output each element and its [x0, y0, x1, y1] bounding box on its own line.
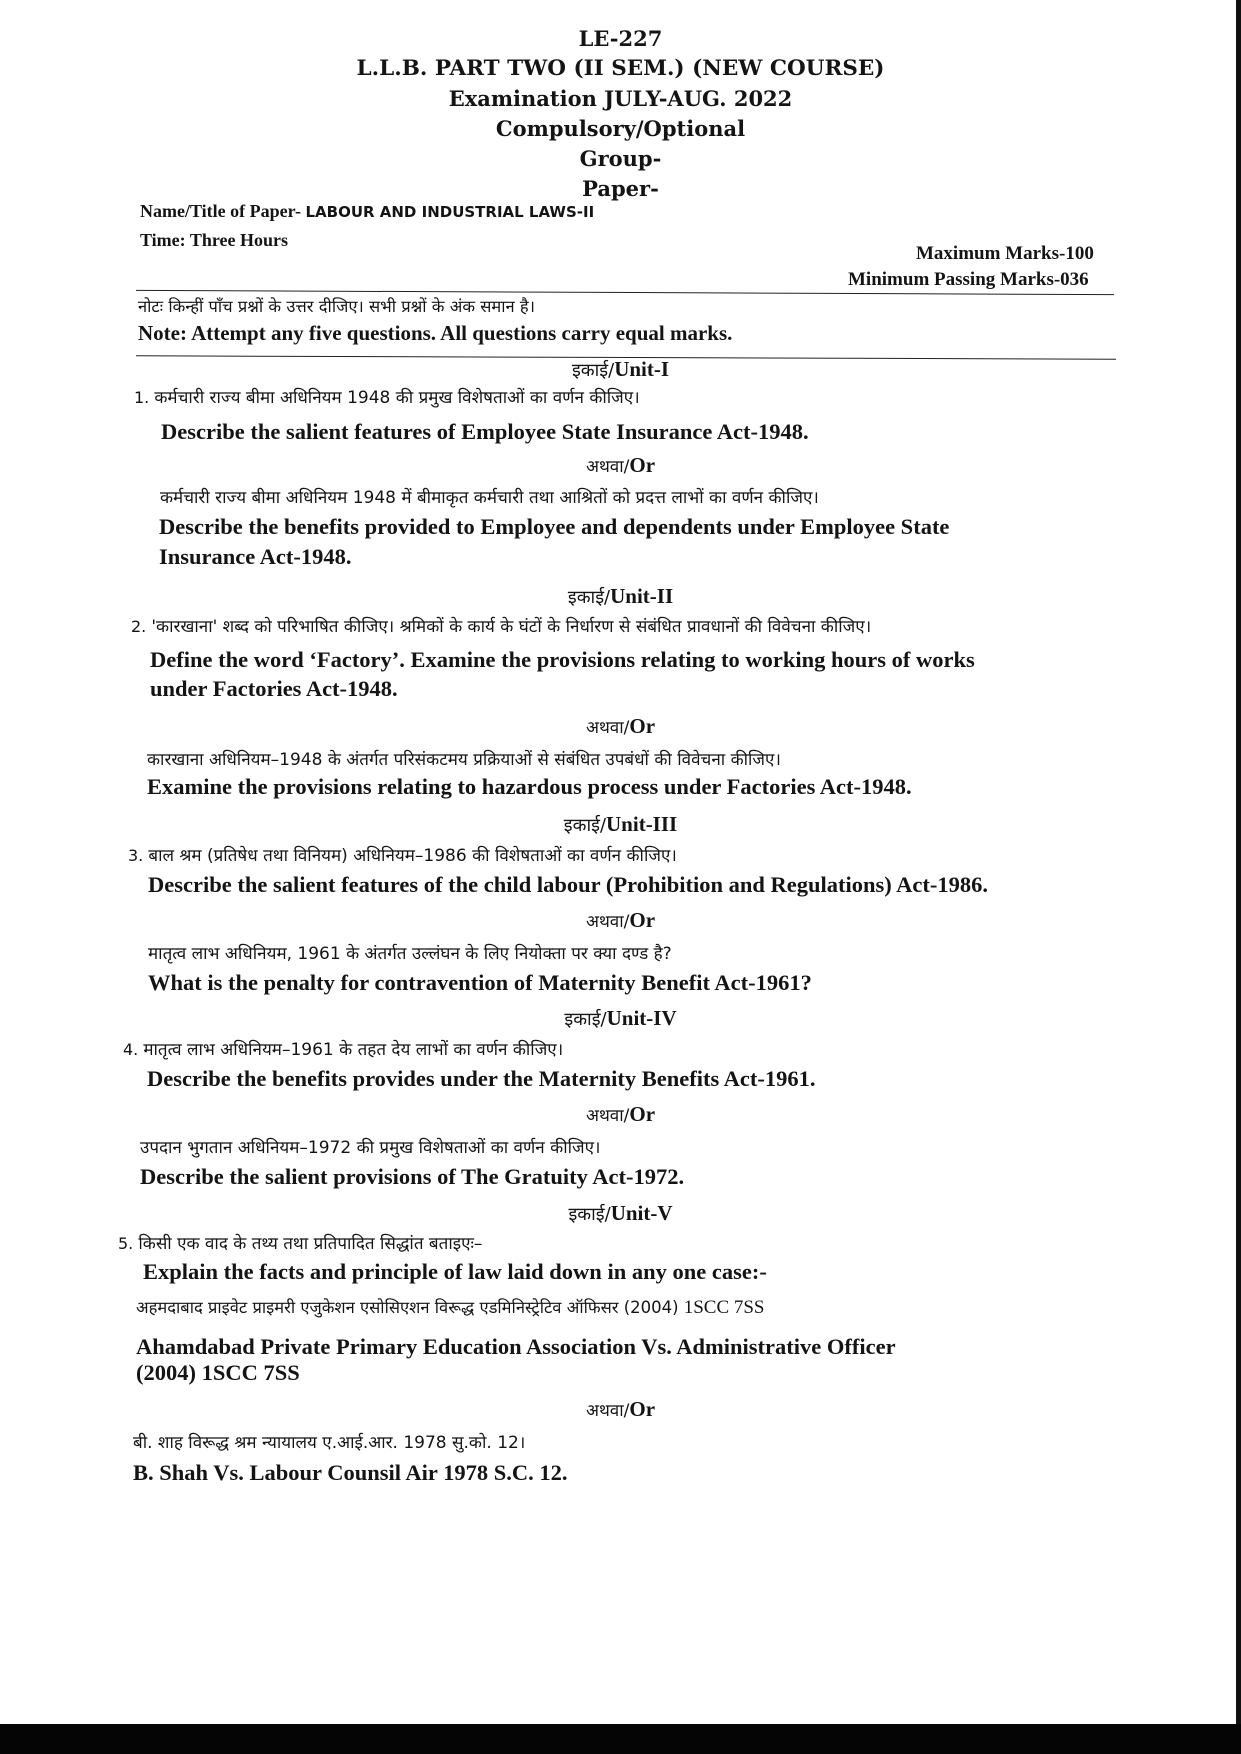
case2-english: B. Shah Vs. Labour Counsil Air 1978 S.C. 12. — [133, 1460, 568, 1485]
q2-english-line1: Define the word ‘Factory’. Examine the provisions relating to working hours of works — [150, 647, 975, 672]
q2-hindi: 2. 'कारखाना' शब्द को परिभाषित कीजिए। श्रमिकों के कार्य के घंटों के निर्धारण से संबंधित प्रावधानों की विवेचना कीजिए। — [131, 617, 872, 637]
q1-alt-english-line2: Insurance Act-1948. — [159, 544, 352, 569]
note-english: Note: Attempt any five questions. All questions carry equal marks. — [138, 321, 733, 345]
q1-hindi: 1. कर्मचारी राज्य बीमा अधिनियम 1948 की प्रमुख विशेषताओं का वर्णन कीजिए। — [134, 388, 640, 408]
group-label: Group- — [579, 146, 662, 171]
case1-english-line1: Ahamdabad Private Primary Education Association Vs. Administrative Officer — [136, 1334, 896, 1359]
unit-4-or: अथवा/Or — [585, 1102, 656, 1126]
q2-alt-english: Examine the provisions relating to hazardous process under Factories Act-1948. — [147, 774, 912, 799]
q2-alt-hindi: कारखाना अधिनियम–1948 के अंतर्गत परिसंकटमय प्रक्रियाओं से संबंधित उपबंधों की विवेचना कीजिए। — [147, 750, 781, 770]
scan-edge-bottom — [0, 1724, 1241, 1754]
unit-1-or: अथवा/Or — [585, 453, 656, 477]
unit-4-heading: इकाई/Unit-IV — [564, 1006, 677, 1030]
unit-2-or: अथवा/Or — [585, 714, 656, 738]
exam-session: Examination JULY-AUG. 2022 — [448, 86, 793, 111]
case2-hindi: बी. शाह विरूद्ध श्रम न्यायालय ए.आई.आर. 1978 सु.को. 12। — [133, 1433, 526, 1453]
unit-3-heading: इकाई/Unit-III — [563, 812, 678, 836]
q3-hindi: 3. बाल श्रम (प्रतिषेध तथा विनियम) अधिनियम–1986 की विशेषताओं का वर्णन कीजिए। — [128, 846, 677, 866]
unit-2-heading: इकाई/Unit-II — [567, 584, 674, 608]
q5-hindi: 5. किसी एक वाद के तथ्य तथा प्रतिपादित सिद्धांत बताइएः– — [118, 1234, 483, 1254]
paper-label: Paper- — [582, 176, 659, 201]
course-title: L.L.B. PART TWO (II SEM.) (NEW COURSE) — [356, 56, 885, 81]
q4-alt-hindi: उपदान भुगतान अधिनियम–1972 की प्रमुख विशेषताओं का वर्णन कीजिए। — [140, 1138, 601, 1158]
min-marks: Minimum Passing Marks-036 — [848, 269, 1089, 290]
case1-hindi: अहमदाबाद प्राइवेट प्राइमरी एजुकेशन एसोसिएशन विरूद्ध एडमिनिस्ट्रेटिव ऑफिसर (2004) 1SCC 7SS — [136, 1297, 765, 1318]
paper-name-value: LABOUR AND INDUSTRIAL LAWS-II — [305, 203, 595, 221]
case1-english-line2: (2004) 1SCC 7SS — [136, 1360, 300, 1385]
q4-alt-english: Describe the salient provisions of The Gratuity Act-1972. — [140, 1164, 685, 1189]
unit-3-or: अथवा/Or — [585, 908, 656, 932]
q4-english: Describe the benefits provides under the Maternity Benefits Act-1961. — [147, 1066, 816, 1091]
unit-5-heading: इकाई/Unit-V — [568, 1201, 673, 1225]
time-allowed: Time: Three Hours — [140, 230, 288, 250]
scan-edge-right — [1236, 0, 1241, 1754]
q4-hindi: 4. मातृत्व लाभ अधिनियम–1961 के तहत देय लाभों का वर्णन कीजिए। — [123, 1040, 564, 1060]
paper-name-label: Name/Title of Paper- — [140, 201, 301, 221]
q2-english-line2: under Factories Act-1948. — [150, 676, 398, 701]
q3-english: Describe the salient features of the child labour (Prohibition and Regulations) Act-1986. — [148, 872, 988, 897]
q1-alt-english-line1: Describe the benefits provided to Employee and dependents under Employee State — [159, 514, 950, 539]
note-hindi: नोटः किन्हीं पाँच प्रश्नों के उत्तर दीजिए। सभी प्रश्नों के अंक समान है। — [138, 297, 535, 316]
paper-name — [140, 201, 594, 222]
unit-1-heading: इकाई/Unit-I — [571, 357, 670, 381]
q1-english: Describe the salient features of Employee State Insurance Act-1948. — [161, 419, 809, 444]
paper-code: LE-227 — [578, 26, 663, 51]
q3-alt-hindi: मातृत्व लाभ अधिनियम, 1961 के अंतर्गत उल्लंघन के लिए नियोक्ता पर क्या दण्ड है? — [148, 944, 672, 964]
q5-english: Explain the facts and principle of law laid down in any one case:- — [143, 1259, 767, 1284]
q3-alt-english: What is the penalty for contravention of Maternity Benefit Act-1961? — [148, 970, 812, 995]
max-marks: Maximum Marks-100 — [916, 243, 1094, 264]
q1-alt-hindi: कर्मचारी राज्य बीमा अधिनियम 1948 में बीमाकृत कर्मचारी तथा आश्रितों को प्रदत्त लाभों का वर्णन कीजिए। — [160, 488, 819, 508]
paper-type: Compulsory/Optional — [495, 116, 746, 141]
unit-5-or: अथवा/Or — [585, 1397, 656, 1421]
